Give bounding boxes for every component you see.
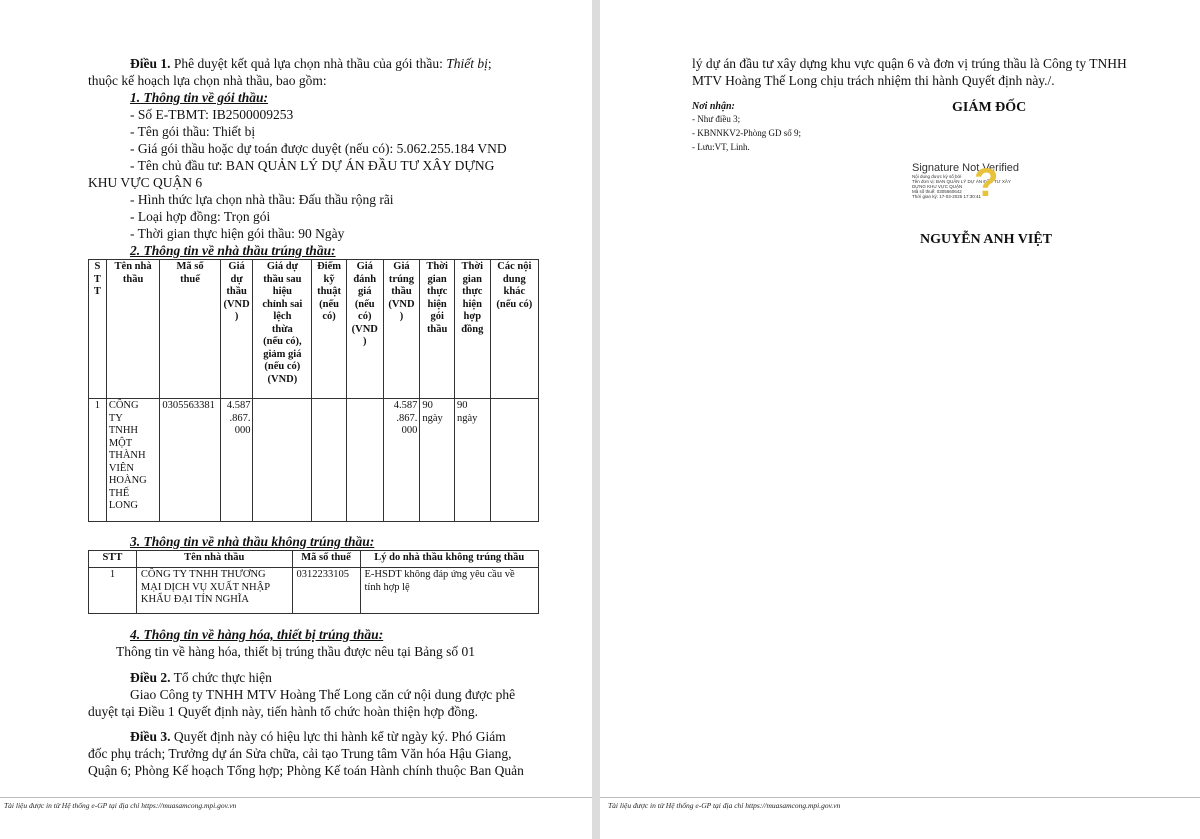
table-cell: 4.587 .867. 000 [220, 399, 253, 522]
table-header-row [89, 260, 539, 399]
table-cell: CÔNG TY TNHH MỘT THÀNH VIÊN HOÀNG THẾ LONG [106, 399, 160, 522]
noi-nhan-item: - KBNNKV2-Phòng GD số 9; [692, 128, 802, 138]
dieu2-label: Điều 2. [130, 670, 171, 685]
noi-nhan-item: - Lưu:VT, Linh. [692, 142, 750, 152]
s1-item: - Loại hợp đồng: Trọn gói [130, 209, 271, 224]
losing-bidder-table [88, 550, 539, 614]
dieu1-line1 [130, 55, 492, 72]
dieu3-line: đốc phụ trách; Trưởng dự án Sửa chữa, cải tạo Trung tâm Văn hóa Hậu Giang, [88, 746, 512, 761]
s1-item: - Số E-TBMT: IB2500009253 [130, 107, 294, 122]
col-header: Các nội dung khác (nếu có) [490, 260, 538, 399]
table-cell [312, 399, 347, 522]
col-header: S T T [89, 260, 107, 399]
table-cell: 4.587 .867. 000 [383, 399, 420, 522]
noi-nhan-label: Nơi nhận: [692, 101, 735, 112]
page-footer: Tài liệu được in từ Hệ thống e-GP tại địa chỉ https://muasamcong.mpi.gov.vn [608, 801, 841, 810]
dieu1-package-name: Thiết bị [446, 56, 488, 71]
question-mark-icon: ? [974, 161, 999, 205]
s1-item: KHU VỰC QUẬN 6 [88, 175, 203, 190]
continuation-line: lý dự án đầu tư xây dựng khu vực quận 6 và đơn vị trúng thầu là Công ty TNHH [692, 56, 1127, 71]
table-cell: CÔNG TY TNHH THƯƠNG MẠI DỊCH VỤ XUẤT NHẬP KHẨU ĐẠI TÍN NGHĨA [136, 568, 292, 614]
signature-detail: Tên đơn vị: BAN QUẢN LÝ DỰ ÁN ĐẦU TƯ XÂY [912, 179, 1011, 184]
s1-item: - Hình thức lựa chọn nhà thầu: Đấu thầu rộng rãi [130, 192, 394, 207]
col-header: Giá dự thầu (VND ) [220, 260, 253, 399]
dieu2-line: Giao Công ty TNHH MTV Hoàng Thế Long căn cứ nội dung được phê [130, 687, 516, 702]
col-header: Thời gian thực hiện hợp đồng [454, 260, 490, 399]
signature-status: Signature Not Verified [912, 162, 1020, 174]
table-cell [253, 399, 312, 522]
dieu2-title: Tổ chức thực hiện [170, 670, 272, 685]
footer-divider [0, 797, 592, 798]
table-cell: 1 [89, 568, 137, 614]
noi-nhan-item: - Như điều 3; [692, 114, 741, 124]
dieu1-label: Điều 1. [130, 56, 171, 71]
col-header: Mã số thuế [160, 260, 220, 399]
section2-heading: 2. Thông tin về nhà thầu trúng thầu: [130, 243, 336, 258]
section3-heading: 3. Thông tin về nhà thầu không trúng thầu: [130, 534, 375, 549]
table-cell: 90 ngày [420, 399, 455, 522]
table-cell: 0305563381 [160, 399, 220, 522]
signature-detail: Nội dung được ký số bởi [912, 174, 962, 179]
s1-item: - Tên chủ đầu tư: BAN QUẢN LÝ DỰ ÁN ĐẦU TƯ XÂY DỰNG [130, 158, 495, 173]
table-header-row [89, 551, 539, 568]
signer-name: NGUYỄN ANH VIỆT [920, 232, 1052, 247]
dieu3-label: Điều 3. [130, 729, 171, 744]
table-row [89, 399, 539, 522]
col-header: Tên nhà thầu [136, 551, 292, 568]
dieu1-punct: ; [487, 56, 492, 71]
footer-divider [600, 797, 1200, 798]
digital-signature-block [912, 162, 1052, 214]
col-header: Giá dự thầu sau hiệu chỉnh sai lệch thừa (nếu có), giảm giá (nếu có) (VND) [253, 260, 312, 399]
col-header: STT [89, 551, 137, 568]
table-cell [490, 399, 538, 522]
table-cell: 90 ngày [454, 399, 490, 522]
dieu2-line: duyệt tại Điều 1 Quyết định này, tiến hành tổ chức hoàn thiện hợp đồng. [88, 704, 478, 719]
table-cell: E-HSDT không đáp ứng yêu cầu về tính hợp lệ [360, 568, 539, 614]
table-cell [346, 399, 383, 522]
section1-heading: 1. Thông tin về gói thầu: [130, 90, 269, 105]
s1-item: - Thời gian thực hiện gói thầu: 90 Ngày [130, 226, 345, 241]
table-cell: 0312233105 [292, 568, 360, 614]
col-header: Giá đánh giá (nếu có) (VND ) [346, 260, 383, 399]
table-cell: 1 [89, 399, 107, 522]
page-gutter [592, 0, 600, 839]
signature-detail: Thời gian ký: 17-03-2025 17:30:41 [912, 194, 981, 199]
signature-detail: DỰNG KHU VỰC QUẬN [912, 184, 963, 189]
continuation-line: MTV Hoàng Thế Long chịu trách nhiệm thi hành Quyết định này./. [692, 73, 1055, 88]
dieu1-line2: thuộc kế hoạch lựa chọn nhà thầu, bao gồm: [88, 73, 327, 88]
dieu1-text: Phê duyệt kết quả lựa chọn nhà thầu của gói thầu: [170, 56, 447, 71]
col-header: Điểm kỹ thuật (nếu có) [312, 260, 347, 399]
dieu2-heading [130, 669, 272, 686]
position-title: GIÁM ĐỐC [952, 100, 1027, 115]
dieu3-text: Quyết định này có hiệu lực thi hành kể từ ngày ký. Phó Giám [170, 729, 506, 744]
dieu3-line: Quận 6; Phòng Kế hoạch Tổng hợp; Phòng Kế toán Hành chính thuộc Ban Quản [88, 763, 524, 778]
section4-text: Thông tin về hàng hóa, thiết bị trúng thầu được nêu tại Bảng số 01 [116, 644, 476, 659]
dieu3-line1 [130, 728, 506, 745]
document-page-right [600, 0, 1200, 839]
signature-detail: Mã số thuế: 0305660642 [912, 189, 962, 194]
page-footer: Tài liệu được in từ Hệ thống e-GP tại địa chỉ https://muasamcong.mpi.gov.vn [4, 801, 237, 810]
col-header: Lý do nhà thầu không trúng thầu [360, 551, 539, 568]
col-header: Giá trúng thầu (VND ) [383, 260, 420, 399]
document-page-left [0, 0, 592, 839]
table-row [89, 568, 539, 614]
winning-bidder-table [88, 259, 539, 522]
s1-item: - Tên gói thầu: Thiết bị [130, 124, 256, 139]
section4-heading: 4. Thông tin về hàng hóa, thiết bị trúng thầu: [130, 627, 384, 642]
col-header: Tên nhà thầu [106, 260, 160, 399]
s1-item: - Giá gói thầu hoặc dự toán được duyệt (nếu có): 5.062.255.184 VND [130, 141, 507, 156]
col-header: Thời gian thực hiện gói thầu [420, 260, 455, 399]
col-header: Mã số thuế [292, 551, 360, 568]
